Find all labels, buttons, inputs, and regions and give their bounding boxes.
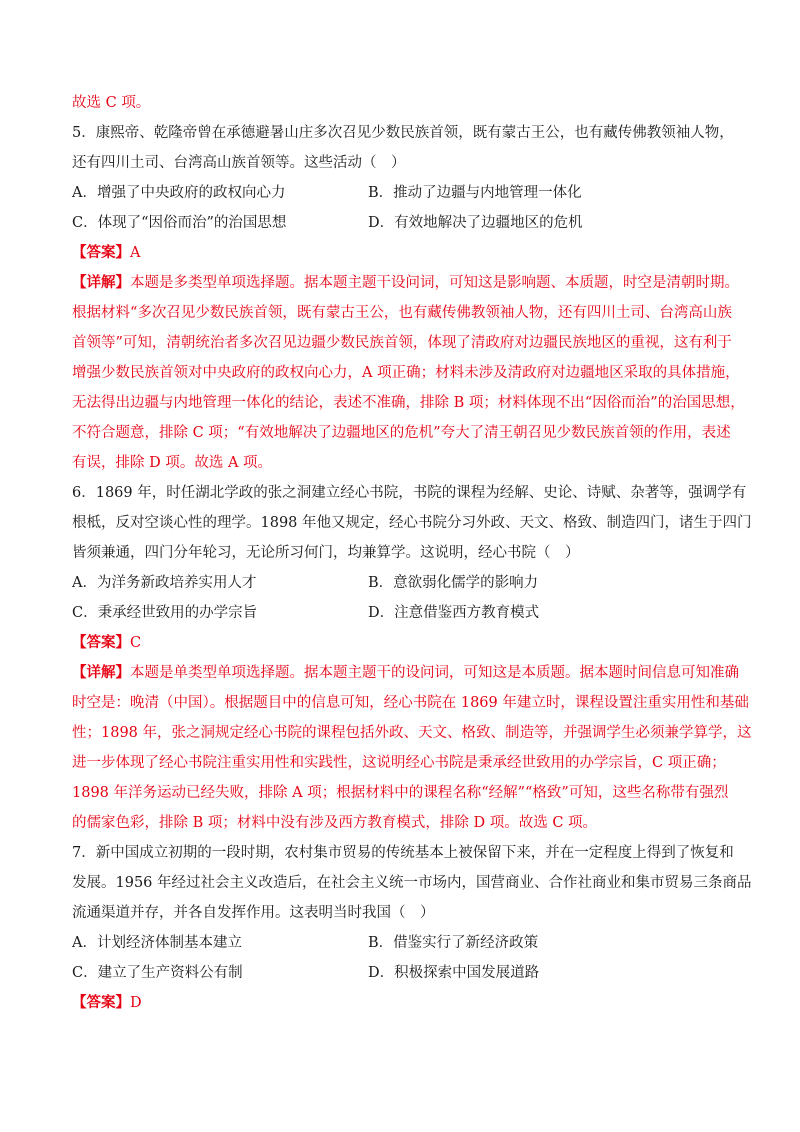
options-grid: [72, 928, 732, 988]
question-6: [72, 478, 752, 838]
question-7: [72, 838, 752, 1018]
detail-line: 进一步体现了经心书院注重实用性和实践性，这说明经心书院是秉承经世致用的办学宗旨，C 项正确；: [72, 755, 726, 771]
option-b: B．推动了边疆与内地管理一体化: [368, 185, 582, 201]
option-d: D．有效地解决了边疆地区的危机: [368, 215, 583, 231]
question-stem-line: 流通渠道并存，并各自发挥作用。这表明当时我国（ ）: [72, 905, 435, 921]
option-a: A．计划经济体制基本建立: [72, 935, 242, 951]
option-a: A．为洋务新政培养实用人才: [72, 575, 257, 591]
detail-line: 1898 年洋务运动已经失败，排除 A 项；根据材料中的课程名称“经解”“格致”可知，这些名称带有强烈: [72, 785, 729, 801]
question-stem-line: 皆须兼通，四门分年轮习，无论所习何门，均兼算学。这说明，经心书院（ ）: [72, 545, 580, 561]
exam-page: [72, 88, 752, 1018]
question-stem-line: 6．1869 年，时任湖北学政的张之洞建立经心书院，书院的课程为经解、史论、诗赋、杂著等，强调学有: [72, 485, 747, 501]
bracket-label: 【答案】: [72, 244, 130, 261]
question-stem-line: 根柢，反对空谈心性的理学。1898 年他又规定，经心书院分习外政、天文、格致、制造四门，诸生于四门: [72, 515, 752, 531]
bracket-label: 【答案】: [72, 634, 130, 651]
options-grid: [72, 178, 732, 238]
detail-line: 根据材料“多次召见少数民族首领，既有蒙古王公，也有藏传佛教领袖人物，还有四川土司、台湾高山族: [72, 305, 732, 321]
bracket-label: 【答案】: [72, 994, 130, 1011]
detail-line: 【详解】本题是多类型单项选择题。据本题主题干设问词，可知这是影响题、本质题，时空是清朝时期。: [72, 274, 739, 291]
options-grid: [72, 568, 732, 628]
previous-conclusion: 故选 C 项。: [72, 95, 151, 111]
option-d: D．积极探索中国发展道路: [368, 965, 540, 981]
detail-line: 时空是：晚清（中国）。根据题目中的信息可知，经心书院在 1869 年建立时，课程设置注重实用性和基础: [72, 695, 749, 711]
answer-label: 【答案】A: [72, 244, 141, 261]
detail-line: 首领等”可知，清朝统治者多次召见边疆少数民族首领，体现了清政府对边疆民族地区的重视，这有利于: [72, 335, 732, 351]
detail-line: 性；1898 年，张之洞规定经心书院的课程包括外政、天文、格致、制造等，并强调学生必须兼学算学，这: [72, 725, 752, 741]
question-5: [72, 118, 745, 478]
answer-label: 【答案】D: [72, 994, 142, 1011]
detail-line: 不符合题意，排除 C 项；“有效地解决了边疆地区的危机”夸大了清王朝召见少数民族首领的作用，表述: [72, 425, 731, 441]
detail-line: 增强少数民族首领对中央政府的政权向心力，A 项正确；材料未涉及清政府对边疆地区采取的具体措施，: [72, 365, 740, 381]
detail-line: 有误，排除 D 项。故选 A 项。: [72, 455, 273, 471]
option-a: A．增强了中央政府的政权向心力: [72, 185, 286, 201]
question-stem-line: 发展。1956 年经过社会主义改造后，在社会主义统一市场内，国营商业、合作社商业和集市贸易三条商品: [72, 875, 752, 891]
option-d: D．注意借鉴西方教育模式: [368, 605, 540, 621]
question-stem-line: 还有四川土司、台湾高山族首领等。这些活动（ ）: [72, 155, 406, 171]
question-stem-line: 5．康熙帝、乾隆帝曾在承德避暑山庄多次召见少数民族首领，既有蒙古王公，也有藏传佛教领袖人物，: [72, 125, 734, 141]
option-c: C．体现了“因俗而治”的治国思想: [72, 215, 287, 231]
option-c: C．秉承经世致用的办学宗旨: [72, 605, 258, 621]
bracket-label: 【详解】: [72, 274, 130, 291]
option-b: B．意欲弱化儒学的影响力: [368, 575, 539, 591]
question-stem-line: 7．新中国成立初期的一段时期，农村集市贸易的传统基本上被保留下来，并在一定程度上得到了恢复和: [72, 845, 734, 861]
option-c: C．建立了生产资料公有制: [72, 965, 243, 981]
detail-line: 的儒家色彩，排除 B 项；材料中没有涉及西方教育模式，排除 D 项。故选 C 项。: [72, 815, 598, 831]
detail-line: 无法得出边疆与内地管理一体化的结论，表述不准确，排除 B 项；材料体现不出“因俗而治”的治国思想，: [72, 395, 745, 411]
option-b: B．借鉴实行了新经济政策: [368, 935, 539, 951]
bracket-label: 【详解】: [72, 664, 130, 681]
answer-label: 【答案】C: [72, 634, 142, 651]
detail-line: 【详解】本题是单类型单项选择题。据本题主题干的设问词，可知这是本质题。据本题时间信息可知准确: [72, 664, 739, 681]
